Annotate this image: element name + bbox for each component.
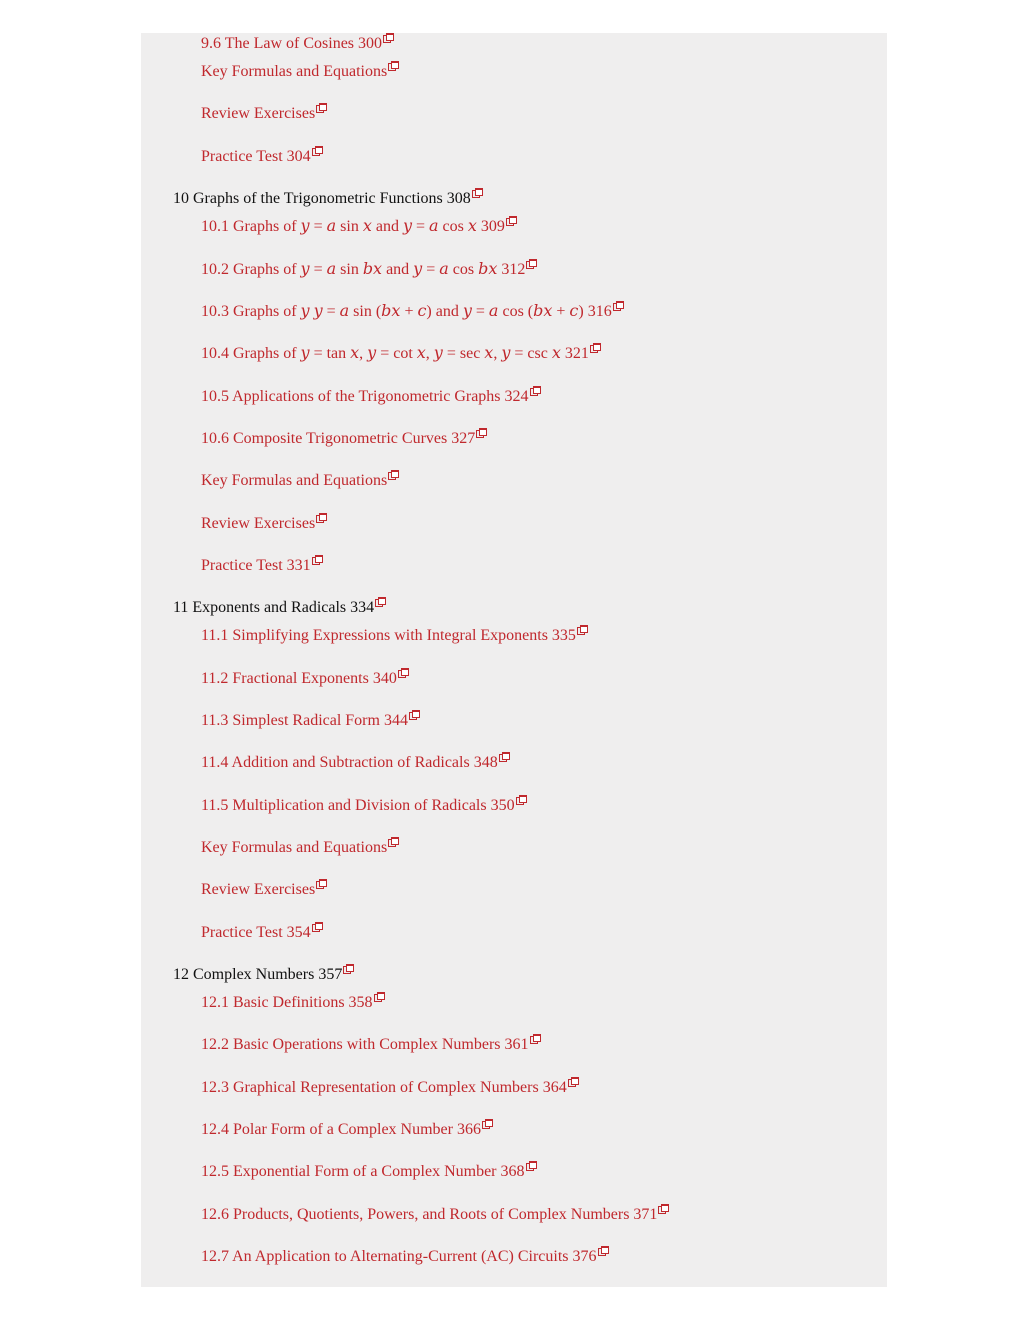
toc-entry-label: Practice Test 304 — [201, 148, 311, 165]
external-link-icon[interactable] — [568, 1077, 579, 1087]
external-link-icon[interactable] — [577, 625, 588, 635]
external-link-icon[interactable] — [598, 1246, 609, 1256]
toc-entry[interactable] — [201, 386, 541, 407]
toc-entry-label: 11.2 Fractional Exponents 340 — [201, 670, 397, 687]
toc-entry[interactable] — [201, 837, 399, 858]
toc-entry[interactable] — [201, 216, 517, 237]
toc-entry[interactable] — [201, 1204, 669, 1225]
toc-entry-label: 12.4 Polar Form of a Complex Number 366 — [201, 1121, 481, 1138]
toc-entry[interactable] — [201, 470, 399, 491]
toc-entry-label: 10.6 Composite Trigonometric Curves 327 — [201, 430, 476, 447]
toc-entry-label: 10.5 Applications of the Trigonometric Graphs 324 — [201, 388, 529, 405]
toc-entry[interactable] — [201, 1034, 541, 1055]
external-link-icon[interactable] — [388, 837, 399, 847]
toc-entry-label: Key Formulas and Equations — [201, 472, 388, 489]
external-link-icon[interactable] — [316, 103, 327, 113]
toc-entry[interactable] — [201, 33, 394, 54]
external-link-icon[interactable] — [530, 1034, 541, 1044]
external-link-icon[interactable] — [375, 597, 386, 607]
toc-entry-label: 11.5 Multiplication and Division of Radicals 350 — [201, 797, 515, 814]
external-link-icon[interactable] — [613, 301, 624, 311]
external-link-icon[interactable] — [590, 343, 601, 353]
external-link-icon[interactable] — [499, 752, 510, 762]
toc-entry-label: 10.2 Graphs of 𝑦 = 𝑎 sin 𝑏𝑥 and 𝑦 = 𝑎 cos 𝑏𝑥 312 — [201, 261, 526, 278]
external-link-icon[interactable] — [343, 964, 354, 974]
toc-chapter-label: 10 Graphs of the Trigonometric Functions 308 — [173, 190, 471, 207]
toc-entry[interactable] — [201, 103, 327, 124]
toc-entry[interactable] — [201, 428, 487, 449]
toc-entry[interactable] — [201, 259, 537, 280]
external-link-icon[interactable] — [526, 259, 537, 269]
toc-entry-label: 9.6 The Law of Cosines 300 — [201, 35, 383, 52]
toc-entry-label: 11.1 Simplifying Expressions with Integral Exponents 335 — [201, 627, 576, 644]
toc-entry-label: 12.6 Products, Quotients, Powers, and Roots of Complex Numbers 371 — [201, 1206, 658, 1223]
external-link-icon[interactable] — [388, 61, 399, 71]
toc-entry[interactable] — [201, 1161, 537, 1182]
external-link-icon[interactable] — [316, 879, 327, 889]
toc-entry-label: 12.7 An Application to Alternating-Current (AC) Circuits 376 — [201, 1248, 597, 1265]
toc-entry-label: Review Exercises — [201, 515, 316, 532]
external-link-icon[interactable] — [506, 216, 517, 226]
toc-entry[interactable] — [201, 343, 601, 364]
external-link-icon[interactable] — [530, 386, 541, 396]
toc-entry[interactable] — [201, 61, 399, 82]
external-link-icon[interactable] — [312, 922, 323, 932]
toc-entry[interactable] — [201, 1077, 579, 1098]
external-link-icon[interactable] — [312, 146, 323, 156]
toc-entry-label: 12.5 Exponential Form of a Complex Number 368 — [201, 1163, 525, 1180]
external-link-icon[interactable] — [526, 1161, 537, 1171]
toc-entry[interactable] — [201, 301, 624, 322]
toc-chapter[interactable] — [173, 597, 386, 618]
toc-entry[interactable] — [201, 1119, 493, 1140]
toc-entry[interactable] — [201, 752, 510, 773]
toc-entry-label: 12.3 Graphical Representation of Complex Numbers 364 — [201, 1079, 567, 1096]
toc-entry-label: 10.4 Graphs of 𝑦 = tan 𝑥, 𝑦 = cot 𝑥, 𝑦 = sec 𝑥, 𝑦 = csc 𝑥 321 — [201, 345, 589, 362]
external-link-icon[interactable] — [516, 795, 527, 805]
toc-chapter[interactable] — [173, 964, 354, 985]
external-link-icon[interactable] — [409, 710, 420, 720]
toc-entry-label: 12.2 Basic Operations with Complex Numbers 361 — [201, 1036, 529, 1053]
external-link-icon[interactable] — [316, 513, 327, 523]
external-link-icon[interactable] — [658, 1204, 669, 1214]
toc-entry-label: Key Formulas and Equations — [201, 839, 388, 856]
external-link-icon[interactable] — [476, 428, 487, 438]
toc-entry[interactable] — [201, 710, 420, 731]
toc-entry[interactable] — [201, 555, 323, 576]
toc-entry[interactable] — [201, 513, 327, 534]
external-link-icon[interactable] — [383, 33, 394, 43]
toc-entry-label: 11.3 Simplest Radical Form 344 — [201, 712, 408, 729]
toc-entry[interactable] — [201, 922, 323, 943]
toc-chapter[interactable] — [173, 188, 483, 209]
toc-entry-label: Practice Test 331 — [201, 557, 311, 574]
toc-entry-label: Review Exercises — [201, 881, 316, 898]
toc-chapter-label: 12 Complex Numbers 357 — [173, 966, 343, 983]
toc-entry[interactable] — [201, 668, 409, 689]
external-link-icon[interactable] — [398, 668, 409, 678]
toc-entry-label: Practice Test 354 — [201, 924, 311, 941]
toc-entry[interactable] — [201, 146, 323, 167]
toc-entry-label: 10.1 Graphs of 𝑦 = 𝑎 sin 𝑥 and 𝑦 = 𝑎 cos 𝑥 309 — [201, 218, 505, 235]
toc-entry[interactable] — [201, 795, 527, 816]
external-link-icon[interactable] — [482, 1119, 493, 1129]
external-link-icon[interactable] — [312, 555, 323, 565]
external-link-icon[interactable] — [374, 992, 385, 1002]
toc-entry[interactable] — [201, 879, 327, 900]
toc-entry[interactable] — [201, 625, 588, 646]
toc-entry-label: 12.1 Basic Definitions 358 — [201, 994, 373, 1011]
toc-entry-label: Key Formulas and Equations — [201, 63, 388, 80]
toc-chapter-label: 11 Exponents and Radicals 334 — [173, 599, 375, 616]
toc-entry-label: Review Exercises — [201, 105, 316, 122]
external-link-icon[interactable] — [388, 470, 399, 480]
toc-entry[interactable] — [201, 992, 385, 1013]
external-link-icon[interactable] — [472, 188, 483, 198]
toc-entry[interactable] — [201, 1246, 609, 1267]
toc-entry-label: 11.4 Addition and Subtraction of Radicals 348 — [201, 754, 498, 771]
toc-entry-label: 10.3 Graphs of 𝑦 𝑦 = 𝑎 sin (𝑏𝑥 + 𝑐) and 𝑦 = 𝑎 cos (𝑏𝑥 + 𝑐) 316 — [201, 303, 612, 320]
